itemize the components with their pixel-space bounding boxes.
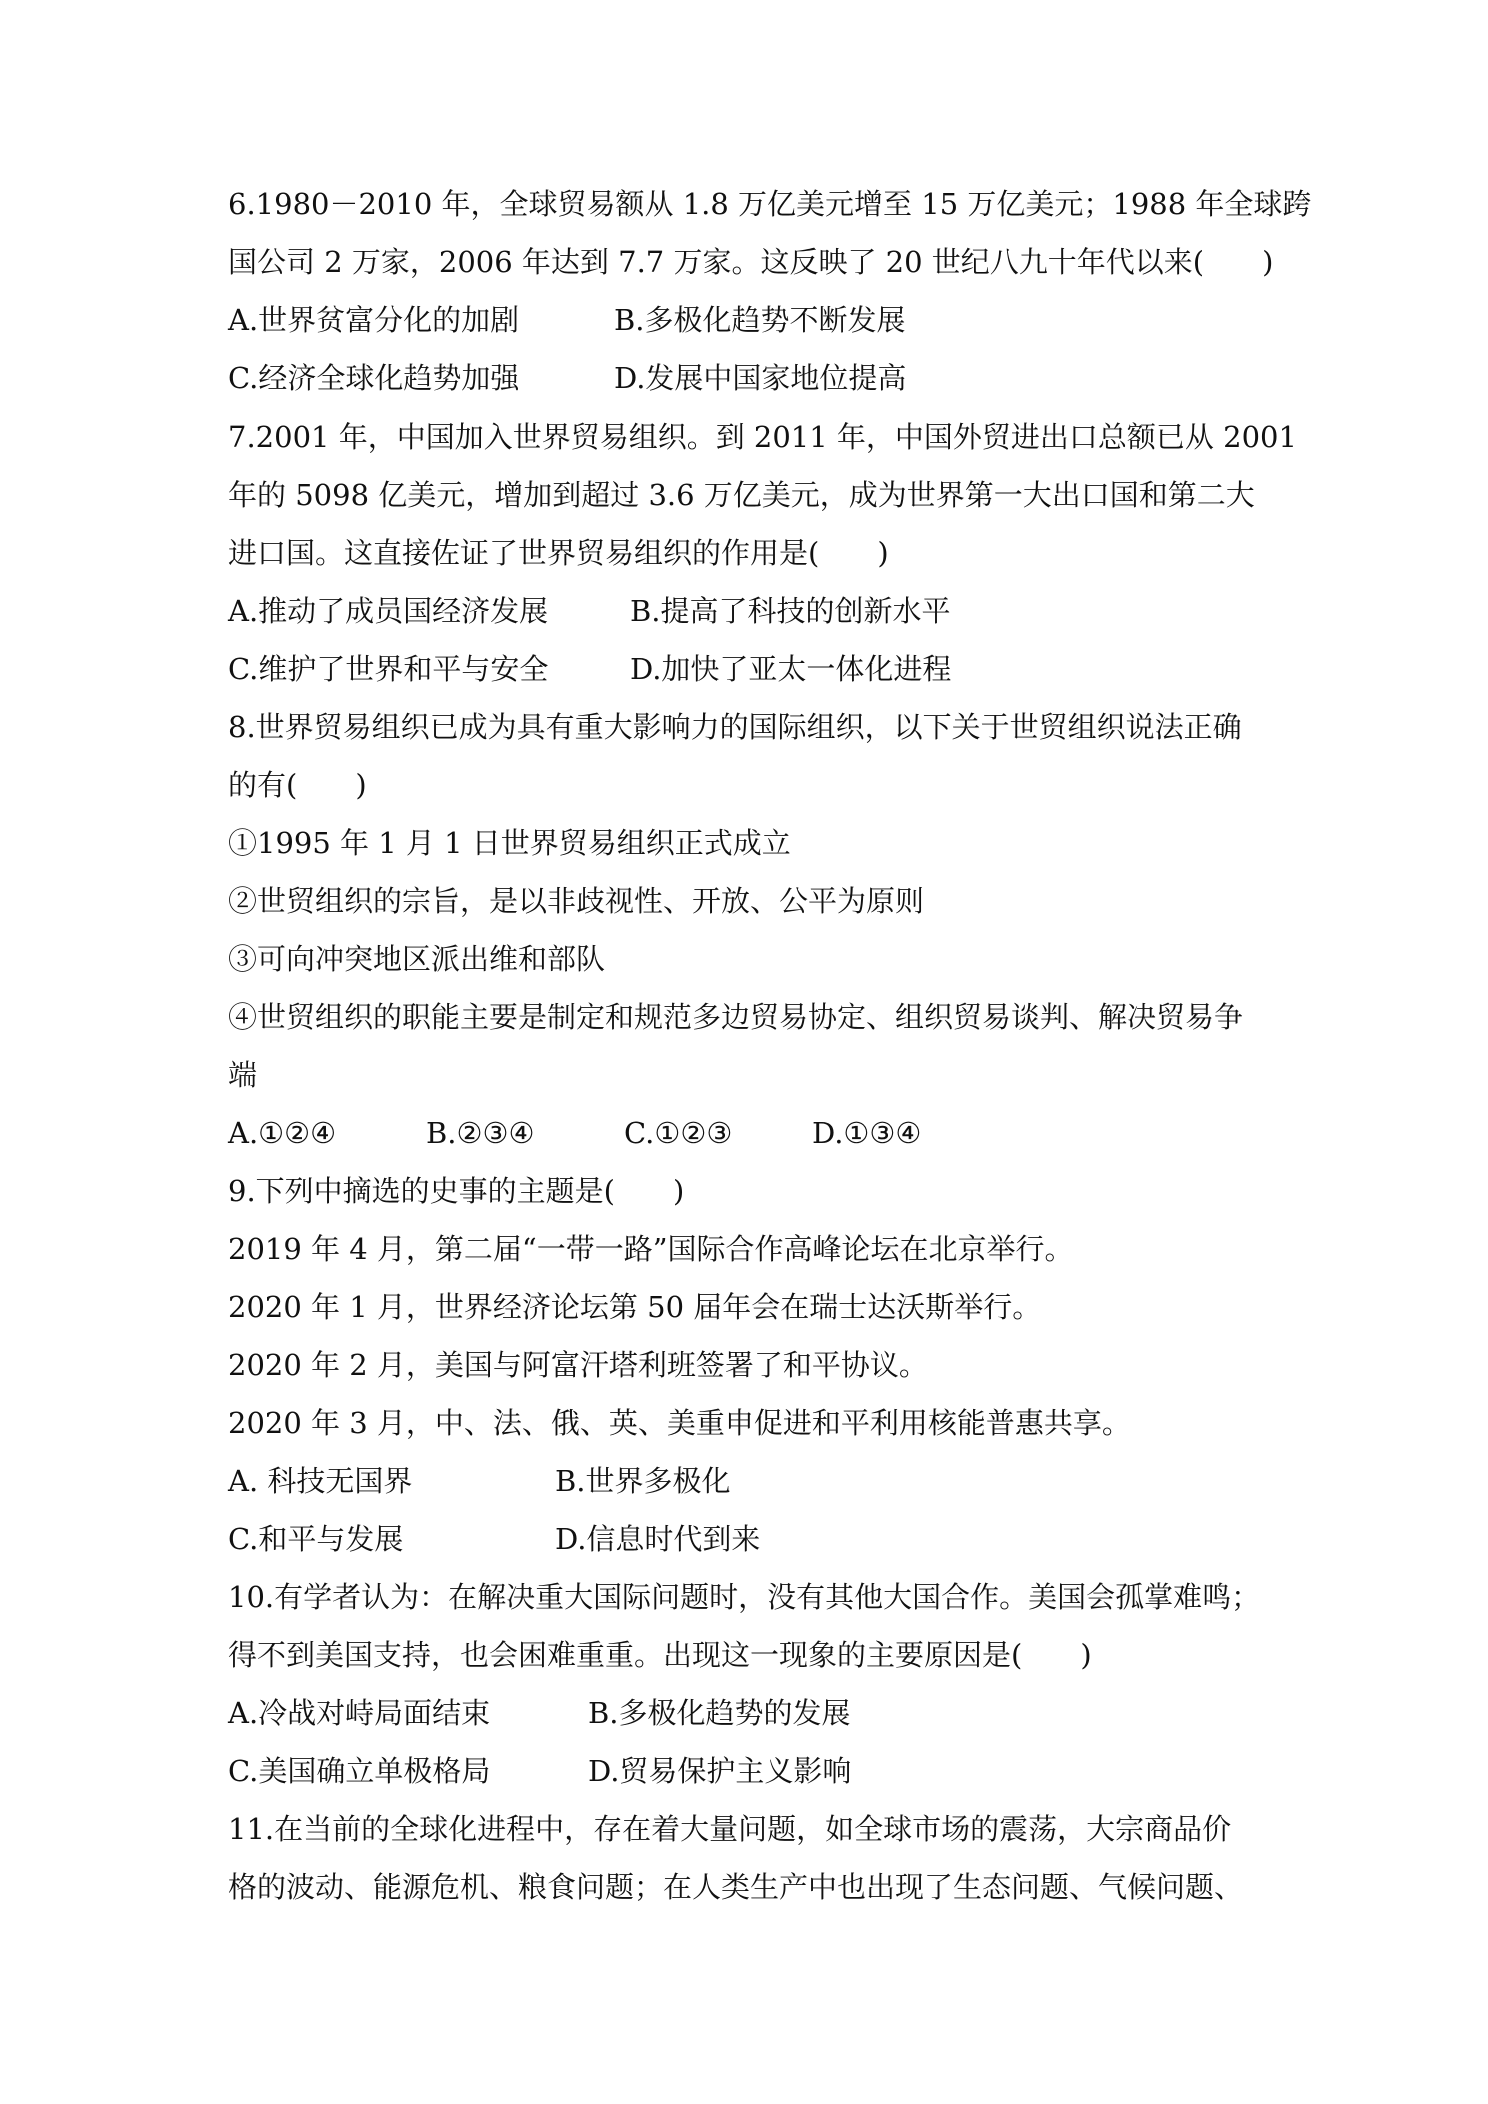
q10-option-b: B.多极化趋势的发展 xyxy=(588,1696,851,1730)
q8-option-c: C.①②③ xyxy=(624,1116,733,1150)
q9-event-1: 2019 年 4 月，第二届“一带一路”国际合作高峰论坛在北京举行。 xyxy=(228,1232,1074,1266)
q8-item-3: ③可向冲突地区派出维和部队 xyxy=(228,942,606,976)
q6-option-c: C.经济全球化趋势加强 xyxy=(228,361,520,395)
q11-stem-line-2: 格的波动、能源危机、粮食问题；在人类生产中也出现了生态问题、气候问题、 xyxy=(228,1870,1244,1904)
q8-stem-line-1: 8.世界贸易组织已成为具有重大影响力的国际组织，以下关于世贸组织说法正确 xyxy=(228,710,1242,744)
q9-option-c: C.和平与发展 xyxy=(228,1522,404,1556)
q8-item-1: ①1995 年 1 月 1 日世界贸易组织正式成立 xyxy=(228,826,791,860)
q6-option-a: A.世界贫富分化的加剧 xyxy=(228,303,520,337)
q8-item-4-line-1: ④世贸组织的职能主要是制定和规范多边贸易协定、组织贸易谈判、解决贸易争 xyxy=(228,1000,1244,1034)
q10-stem-line-1: 10.有学者认为：在解决重大国际问题时，没有其他大国合作。美国会孤掌难鸣； xyxy=(228,1580,1261,1614)
q9-stem: 9.下列中摘选的史事的主题是( ) xyxy=(228,1174,685,1208)
q10-option-d: D.贸易保护主义影响 xyxy=(588,1754,852,1788)
q7-option-b: B.提高了科技的创新水平 xyxy=(630,594,951,628)
q7-option-d: D.加快了亚太一体化进程 xyxy=(630,652,952,686)
q6-stem-line-1: 6.1980－2010 年，全球贸易额从 1.8 万亿美元增至 15 万亿美元；1988 年全球跨 xyxy=(228,187,1312,221)
q9-option-b: B.世界多极化 xyxy=(555,1464,731,1498)
q10-stem-line-2: 得不到美国支持，也会困难重重。出现这一现象的主要原因是( ) xyxy=(228,1638,1092,1672)
q8-item-4-line-2: 端 xyxy=(228,1058,258,1092)
q9-event-2: 2020 年 1 月，世界经济论坛第 50 届年会在瑞士达沃斯举行。 xyxy=(228,1290,1042,1324)
q9-option-d: D.信息时代到来 xyxy=(555,1522,761,1556)
q8-option-d: D.①③④ xyxy=(812,1116,922,1150)
q8-option-a: A.①②④ xyxy=(228,1116,337,1150)
q10-option-c: C.美国确立单极格局 xyxy=(228,1754,491,1788)
q7-option-a: A.推动了成员国经济发展 xyxy=(228,594,549,628)
q9-option-a: A. 科技无国界 xyxy=(228,1464,413,1498)
q6-stem-line-2: 国公司 2 万家，2006 年达到 7.7 万家。这反映了 20 世纪八九十年代以来( ) xyxy=(228,245,1274,279)
q6-option-d: D.发展中国家地位提高 xyxy=(614,361,907,395)
q6-option-b: B.多极化趋势不断发展 xyxy=(614,303,906,337)
q8-option-b: B.②③④ xyxy=(426,1116,535,1150)
q7-stem-line-3: 进口国。这直接佐证了世界贸易组织的作用是( ) xyxy=(228,536,889,570)
q8-stem-line-2: 的有( ) xyxy=(228,768,367,802)
q10-option-a: A.冷战对峙局面结束 xyxy=(228,1696,491,1730)
q11-stem-line-1: 11.在当前的全球化进程中，存在着大量问题，如全球市场的震荡，大宗商品价 xyxy=(228,1812,1232,1846)
q8-item-2: ②世贸组织的宗旨，是以非歧视性、开放、公平为原则 xyxy=(228,884,925,918)
q7-stem-line-1: 7.2001 年，中国加入世界贸易组织。到 2011 年，中国外贸进出口总额已从 2001 xyxy=(228,420,1297,454)
q9-event-4: 2020 年 3 月，中、法、俄、英、美重申促进和平利用核能普惠共享。 xyxy=(228,1406,1131,1440)
q7-option-c: C.维护了世界和平与安全 xyxy=(228,652,549,686)
q9-event-3: 2020 年 2 月，美国与阿富汗塔利班签署了和平协议。 xyxy=(228,1348,928,1382)
q7-stem-line-2: 年的 5098 亿美元，增加到超过 3.6 万亿美元，成为世界第一大出口国和第二大 xyxy=(228,478,1255,512)
